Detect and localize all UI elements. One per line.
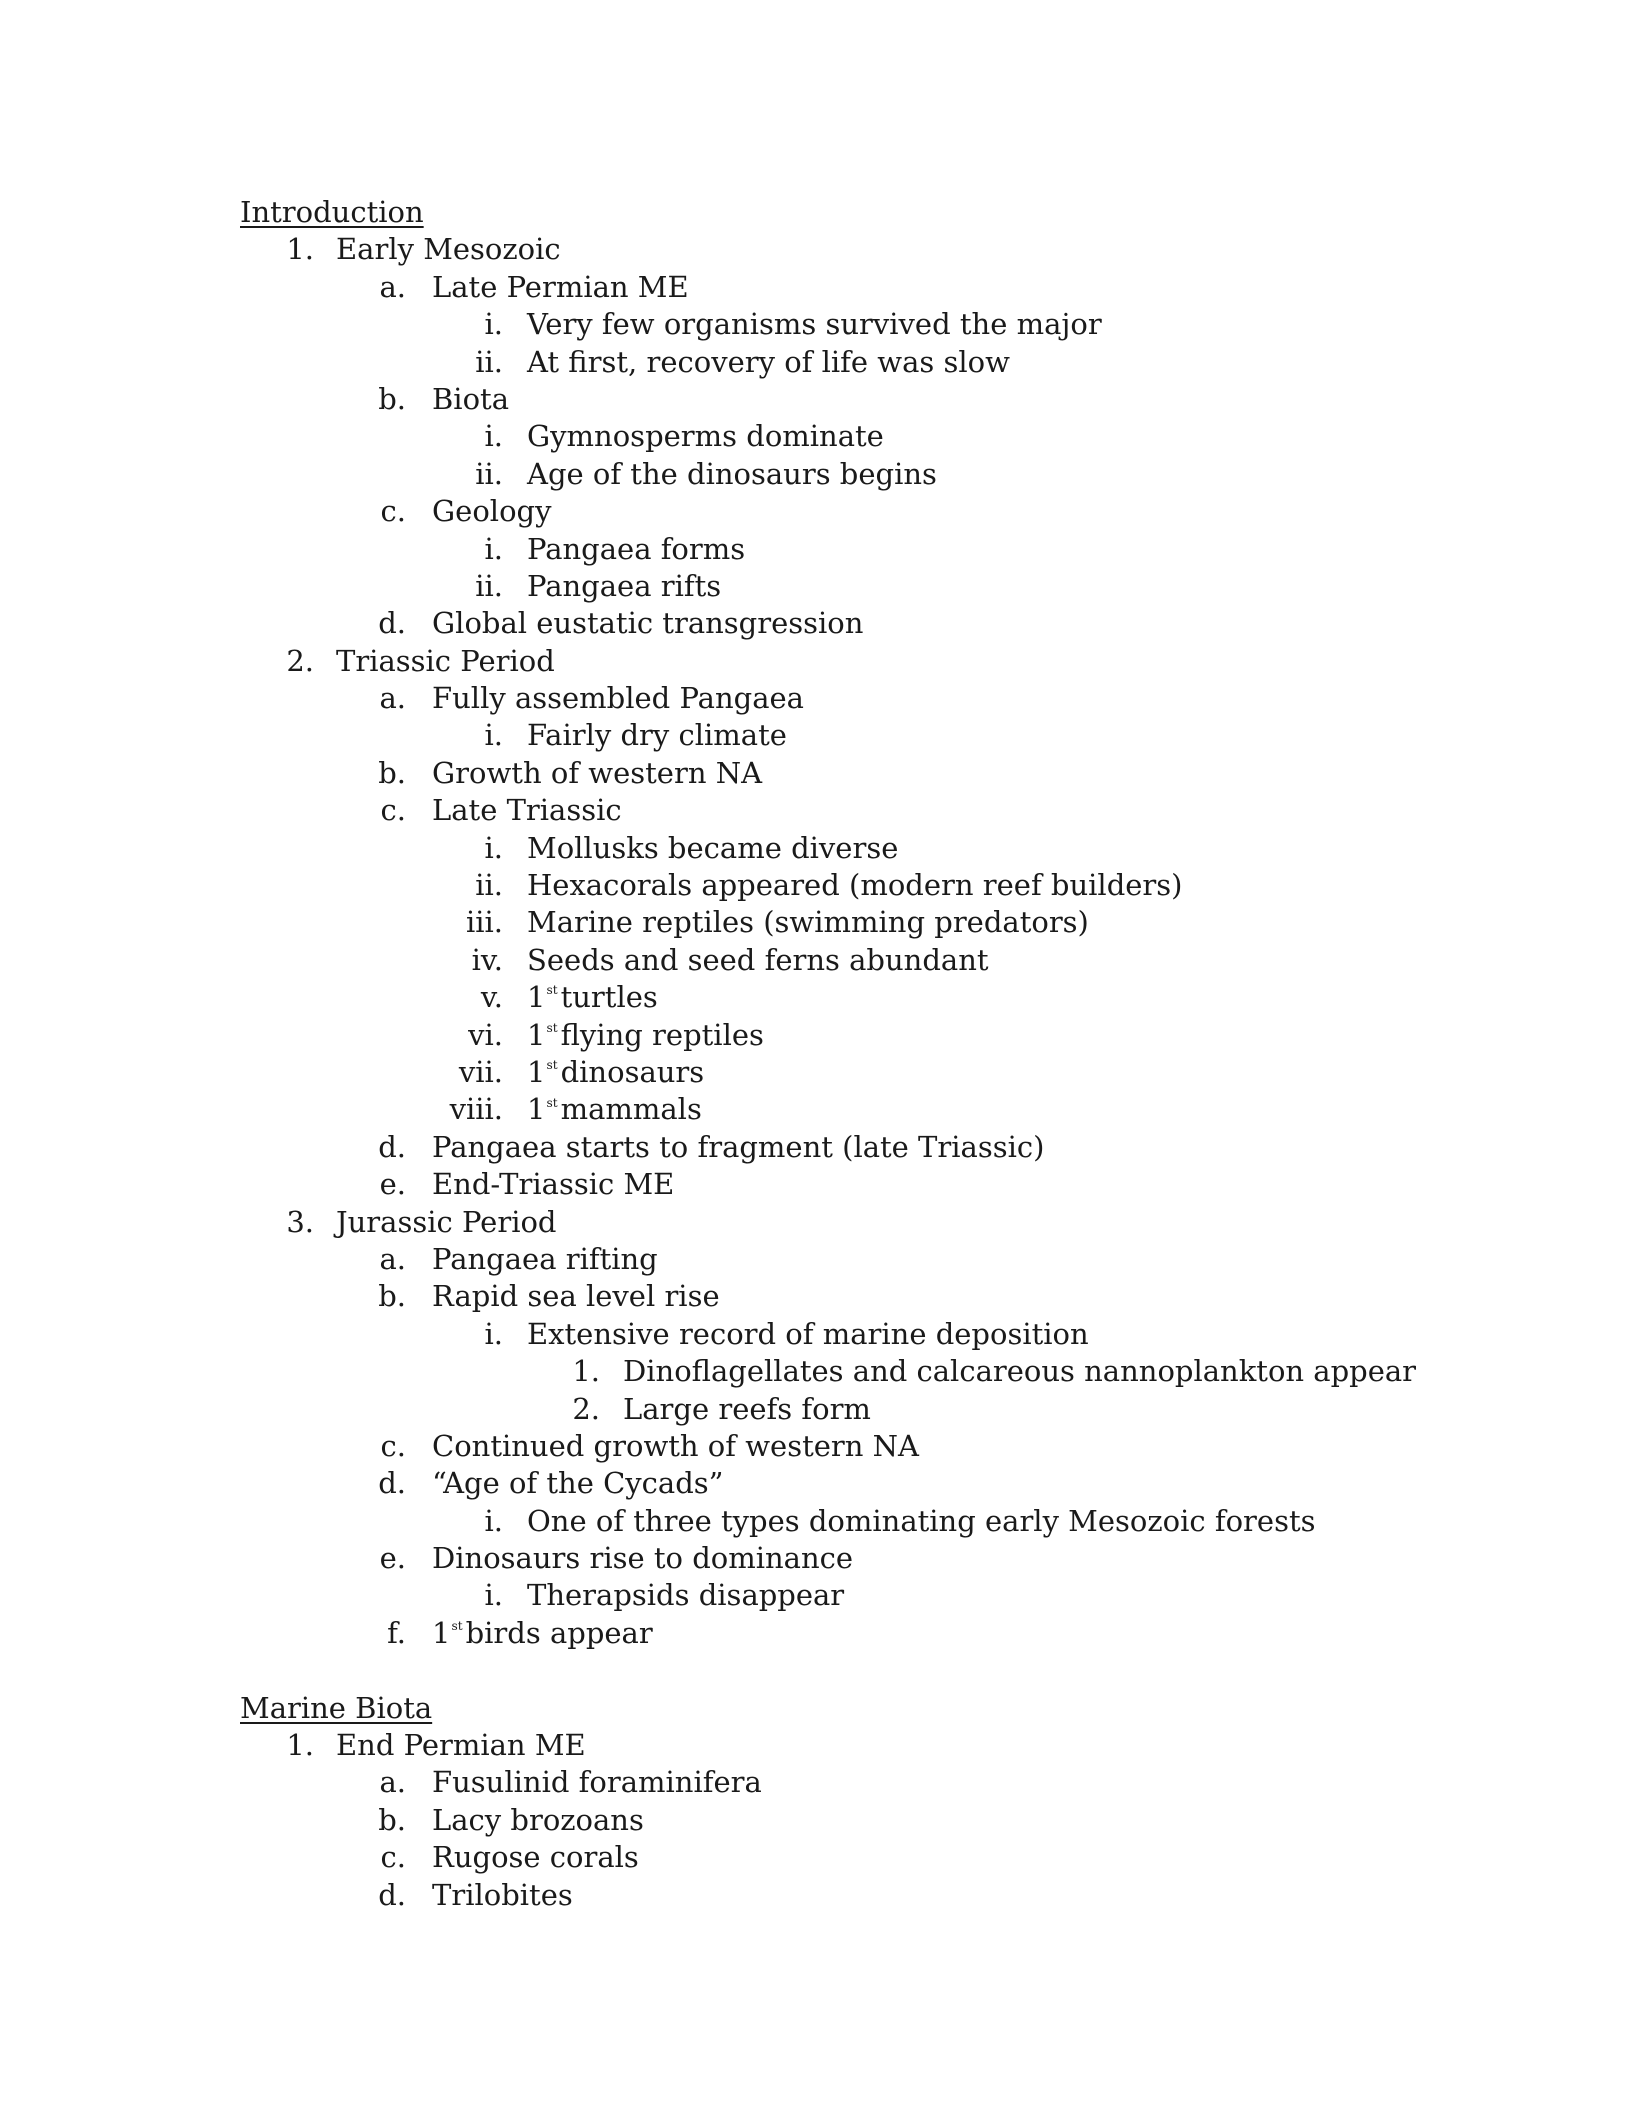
item-label: Growth of western NA (432, 755, 763, 790)
item-text (432, 1129, 1044, 1166)
list-marker: a. (379, 681, 406, 716)
item-text (527, 904, 1089, 941)
section-heading-row (0, 1690, 1640, 1727)
outline-item (0, 231, 1640, 268)
item-label: Mollusks became diverse (527, 830, 899, 865)
outline-item (0, 1577, 1640, 1614)
item-text (432, 792, 622, 829)
list-marker: b. (378, 755, 406, 790)
outline-item (0, 1802, 1640, 1839)
item-label: Jurassic Period (336, 1204, 557, 1239)
outline-item (0, 830, 1640, 867)
item-label: Extensive record of marine deposition (527, 1316, 1089, 1351)
list-marker: ii. (475, 344, 503, 379)
list-marker: i. (484, 718, 503, 753)
item-label: Geology (432, 494, 552, 529)
outline-item (0, 269, 1640, 306)
outline-item (0, 605, 1640, 642)
list-marker: c. (380, 494, 406, 529)
item-label: Fully assembled Pangaea (432, 681, 804, 716)
item-label: Late Permian ME (432, 269, 689, 304)
item-label: Very few organisms survived the major (527, 307, 1102, 342)
item-label: Continued growth of western NA (432, 1428, 919, 1463)
outline-item (0, 1764, 1640, 1801)
item-text (623, 1391, 871, 1428)
item-text (432, 1764, 762, 1801)
item-text (527, 830, 898, 867)
item-label: Fusulinid foraminifera (432, 1765, 762, 1800)
item-label: Marine reptiles (swimming predators) (527, 905, 1089, 940)
list-marker: 2. (572, 1391, 600, 1426)
item-label: turtles (560, 980, 658, 1015)
section-heading: Marine Biota (240, 1690, 433, 1725)
item-text (527, 1017, 764, 1054)
item-text (527, 418, 884, 455)
list-marker: 1. (572, 1354, 600, 1389)
item-text (527, 1091, 702, 1128)
item-label: Early Mesozoic (336, 232, 561, 267)
outline-item (0, 979, 1640, 1016)
item-label: Pangaea rifting (432, 1241, 658, 1276)
list-marker: ii. (475, 456, 503, 491)
item-text (432, 1615, 653, 1652)
list-marker: c. (380, 1840, 406, 1875)
item-label: Seeds and seed ferns abundant (527, 942, 989, 977)
list-marker: i. (484, 419, 503, 454)
outline-item (0, 1877, 1640, 1914)
section-heading: Introduction (240, 195, 424, 229)
outline-item (0, 456, 1640, 493)
outline-item (0, 493, 1640, 530)
outline-item (0, 717, 1640, 754)
item-label: End-Triassic ME (432, 1167, 675, 1202)
item-label: Late Triassic (432, 793, 622, 828)
item-text (432, 1465, 723, 1502)
list-marker: d. (378, 606, 406, 641)
outline-item (0, 643, 1640, 680)
item-text (336, 643, 555, 680)
outline-item (0, 1166, 1640, 1203)
item-text (527, 531, 745, 568)
outline-item (0, 1278, 1640, 1315)
item-label: Age of the dinosaurs begins (527, 456, 937, 491)
list-marker: viii. (449, 1092, 503, 1127)
outline (0, 194, 1640, 1914)
outline-item (0, 418, 1640, 455)
item-label: Therapsids disappear (527, 1578, 845, 1613)
list-marker: b. (378, 1279, 406, 1314)
item-text (527, 306, 1102, 343)
item-text (432, 1241, 658, 1278)
item-text (432, 381, 509, 418)
outline-item (0, 1615, 1640, 1652)
item-text (432, 1877, 573, 1914)
ordinal-number: 1 (527, 1017, 546, 1052)
list-marker: i. (484, 1503, 503, 1538)
list-marker: 1. (286, 1728, 314, 1763)
outline-item (0, 1727, 1640, 1764)
item-label: Pangaea starts to fragment (late Triassic) (432, 1129, 1045, 1164)
outline-item (0, 1017, 1640, 1054)
outline-item (0, 1503, 1640, 1540)
list-marker: b. (378, 1802, 406, 1837)
item-label: Dinoflagellates and calcareous nannoplankton appear (623, 1354, 1417, 1389)
item-text (623, 1353, 1416, 1390)
item-text (527, 979, 658, 1016)
item-text (432, 1540, 853, 1577)
list-marker: b. (378, 381, 406, 416)
list-marker: a. (379, 1241, 406, 1276)
item-label: dinosaurs (560, 1054, 705, 1089)
ordinal-number: 1 (432, 1615, 451, 1650)
ordinal-suffix: st (546, 1095, 558, 1110)
section-spacer (0, 1652, 1640, 1689)
outline-item (0, 1465, 1640, 1502)
list-marker: v. (480, 980, 503, 1015)
outline-item (0, 755, 1640, 792)
list-marker: c. (380, 1428, 406, 1463)
outline-item (0, 904, 1640, 941)
item-text (432, 605, 863, 642)
list-marker: e. (379, 1167, 406, 1202)
list-marker: vii. (458, 1054, 503, 1089)
item-text (432, 1802, 644, 1839)
item-label: Trilobites (432, 1877, 573, 1912)
item-text (527, 1316, 1089, 1353)
item-text (432, 680, 804, 717)
item-text (527, 867, 1182, 904)
list-marker: iii. (465, 905, 503, 940)
list-marker: ii. (475, 868, 503, 903)
item-text (336, 1727, 586, 1764)
list-marker: i. (484, 1316, 503, 1351)
item-label: At first, recovery of life was slow (527, 344, 1010, 379)
item-label: Biota (432, 381, 509, 416)
list-marker: d. (378, 1877, 406, 1912)
item-text (432, 493, 551, 530)
list-marker: c. (380, 793, 406, 828)
list-marker: 2. (286, 643, 314, 678)
outline-item (0, 680, 1640, 717)
outline-item (0, 1391, 1640, 1428)
outline-item (0, 531, 1640, 568)
list-marker: 1. (286, 232, 314, 267)
list-marker: iv. (471, 942, 503, 977)
outline-item (0, 344, 1640, 381)
ordinal-suffix: st (546, 1058, 558, 1073)
item-label: Lacy brozoans (432, 1802, 644, 1837)
outline-item (0, 792, 1640, 829)
list-marker: i. (484, 830, 503, 865)
outline-item (0, 1428, 1640, 1465)
outline-item (0, 1204, 1640, 1241)
item-label: Rugose corals (432, 1840, 639, 1875)
item-text (527, 344, 1010, 381)
ordinal-suffix: st (451, 1619, 463, 1634)
ordinal-suffix: st (546, 1020, 558, 1035)
item-text (527, 1503, 1316, 1540)
item-text (432, 269, 689, 306)
item-text (432, 1278, 720, 1315)
item-text (527, 456, 937, 493)
item-text (432, 1428, 919, 1465)
list-marker: vi. (468, 1017, 503, 1052)
item-label: Gymnosperms dominate (527, 419, 884, 454)
list-marker: i. (484, 307, 503, 342)
list-marker: d. (378, 1129, 406, 1164)
item-label: Pangaea forms (527, 531, 746, 566)
list-marker: e. (379, 1541, 406, 1576)
list-marker: a. (379, 269, 406, 304)
item-label: Global eustatic transgression (432, 606, 864, 641)
outline-item (0, 568, 1640, 605)
item-text (527, 568, 721, 605)
ordinal-number: 1 (527, 1092, 546, 1127)
item-label: Rapid sea level rise (432, 1279, 720, 1314)
list-marker: d. (378, 1466, 406, 1501)
ordinal-suffix: st (546, 983, 558, 998)
outline-item (0, 306, 1640, 343)
item-label: Hexacorals appeared (modern reef builders) (527, 868, 1183, 903)
item-text (432, 1166, 674, 1203)
item-text (527, 942, 989, 979)
item-text (432, 755, 762, 792)
outline-item (0, 1054, 1640, 1091)
outline-item (0, 1540, 1640, 1577)
outline-item (0, 1129, 1640, 1166)
outline-item (0, 1241, 1640, 1278)
item-label: birds appear (465, 1615, 653, 1650)
item-text (527, 1577, 844, 1614)
item-label: Triassic Period (336, 643, 555, 678)
list-marker: i. (484, 1578, 503, 1613)
item-label: mammals (560, 1092, 702, 1127)
outline-item (0, 1091, 1640, 1128)
outline-item (0, 867, 1640, 904)
list-marker: 3. (286, 1204, 314, 1239)
list-marker: i. (484, 531, 503, 566)
ordinal-number: 1 (527, 980, 546, 1015)
item-text (527, 717, 787, 754)
list-marker: a. (379, 1765, 406, 1800)
outline-item (0, 1316, 1640, 1353)
item-text (336, 231, 561, 268)
item-text (432, 1839, 639, 1876)
section-heading-row (0, 194, 1640, 231)
item-label: Dinosaurs rise to dominance (432, 1541, 854, 1576)
item-label: Fairly dry climate (527, 718, 787, 753)
outline-item (0, 942, 1640, 979)
ordinal-number: 1 (527, 1054, 546, 1089)
outline-item (0, 1353, 1640, 1390)
list-marker: ii. (475, 568, 503, 603)
item-text (527, 1054, 704, 1091)
item-label: Pangaea rifts (527, 568, 722, 603)
item-label: End Permian ME (336, 1728, 586, 1763)
item-label: “Age of the Cycads” (432, 1466, 724, 1501)
item-label: Large reefs form (623, 1391, 871, 1426)
outline-item (0, 1839, 1640, 1876)
item-label: One of three types dominating early Mesozoic forests (527, 1503, 1316, 1538)
outline-item (0, 381, 1640, 418)
item-text (336, 1204, 557, 1241)
list-marker: f. (387, 1615, 406, 1650)
item-label: flying reptiles (560, 1017, 764, 1052)
